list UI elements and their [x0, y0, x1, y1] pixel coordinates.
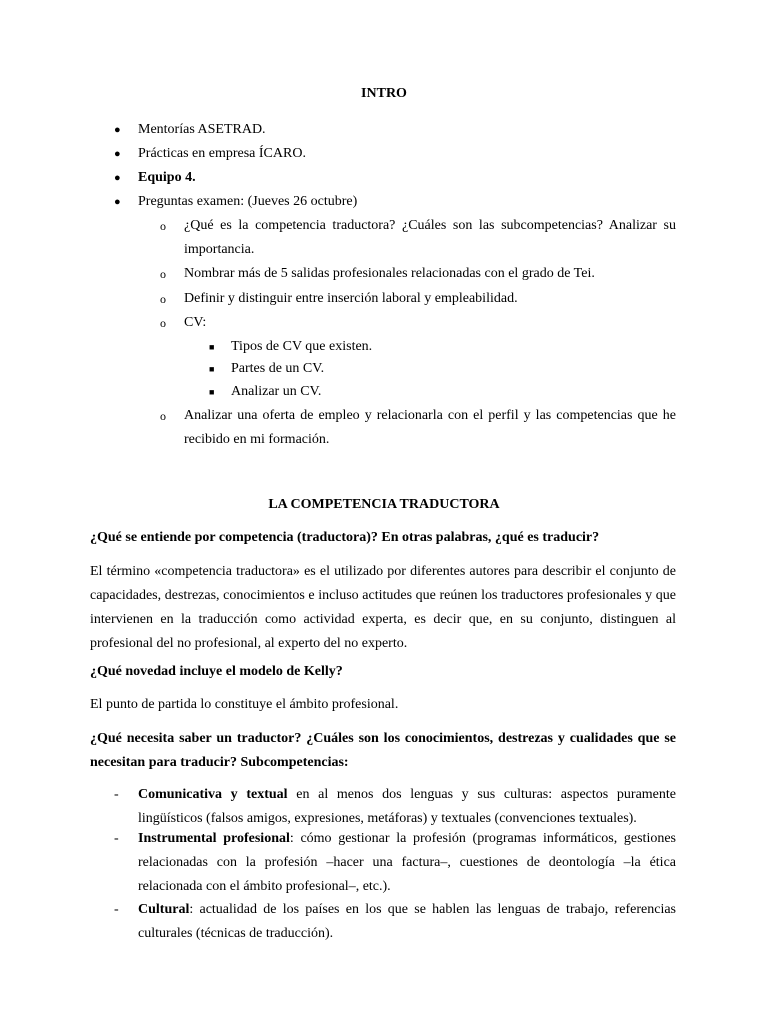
exam-question: o Analizar una oferta de empleo y relacionarla con el perfil y las competencias que he recibido en mi formación.: [184, 404, 676, 452]
circle-bullet-icon: o: [160, 409, 166, 423]
bullet-icon: ●: [114, 124, 121, 136]
exam-question: o CV:: [184, 311, 676, 335]
circle-bullet-icon: o: [160, 292, 166, 306]
circle-bullet-icon: o: [160, 219, 166, 233]
square-bullet-icon: ■: [209, 342, 215, 352]
dash-bullet-icon: -: [114, 831, 119, 846]
square-bullet-icon: ■: [209, 387, 215, 397]
question-heading: ¿Qué se entiende por competencia (traductora)? En otras palabras, ¿qué es traducir?: [90, 530, 600, 545]
section-title: LA COMPETENCIA TRADUCTORA: [268, 497, 500, 512]
list-item: ● Preguntas examen: (Jueves 26 octubre): [138, 190, 676, 214]
list-item: - Instrumental profesional: cómo gestionar la profesión (programas informáticos, gestiones relacionadas con la profesión –hacer una factura–, cuestiones de deontología –la ética relacionada con el ámbito profesional–, etc.).: [138, 827, 676, 899]
list-item: ● Equipo 4.: [138, 166, 676, 190]
answer-paragraph: El punto de partida lo constituye el ámbito profesional.: [90, 697, 399, 712]
circle-bullet-icon: o: [160, 267, 166, 281]
dash-bullet-icon: -: [114, 902, 119, 917]
list-item: ● Prácticas en empresa ÍCARO.: [138, 142, 676, 166]
exam-question: o Definir y distinguir entre inserción laboral y empleabilidad.: [184, 287, 676, 311]
intro-title: INTRO: [361, 86, 407, 101]
question-heading: ¿Qué novedad incluye el modelo de Kelly?: [90, 664, 343, 679]
circle-bullet-icon: o: [160, 316, 166, 330]
question-heading: ¿Qué necesita saber un traductor? ¿Cuáles son los conocimientos, destrezas y cualidades que se necesitan para traducir? Subcompetencias:: [90, 731, 676, 770]
cv-item: ■ Partes de un CV.: [231, 358, 676, 380]
list-item: - Comunicativa y textual en al menos dos lenguas y sus culturas: aspectos puramente lingüísticos (falsos amigos, expresiones, metáforas) y textuales (convenciones textuales).: [138, 783, 676, 831]
bullet-icon: ●: [114, 196, 121, 208]
exam-question: o Nombrar más de 5 salidas profesionales relacionadas con el grado de Tei.: [184, 262, 676, 286]
answer-paragraph: El término «competencia traductora» es el utilizado por diferentes autores para describir el conjunto de capacidades, destrezas, conocimientos e incluso actitudes que reúnen los traductores profesionales y que intervienen en la traducción como actividad experta, es decir que, en su conjunto, distinguen al profesional del no profesional, al experto del no experto.: [90, 564, 676, 651]
bullet-icon: ●: [114, 172, 121, 184]
list-item: ● Mentorías ASETRAD.: [138, 118, 676, 142]
cv-item: ■ Tipos de CV que existen.: [231, 336, 676, 358]
cv-item: ■ Analizar un CV.: [231, 381, 676, 403]
list-item: - Cultural: actualidad de los países en los que se hablen las lenguas de trabajo, referencias culturales (técnicas de traducción).: [138, 898, 676, 946]
exam-question: o ¿Qué es la competencia traductora? ¿Cuáles son las subcompetencias? Analizar su importancia.: [184, 214, 676, 262]
dash-bullet-icon: -: [114, 787, 119, 802]
square-bullet-icon: ■: [209, 364, 215, 374]
bullet-icon: ●: [114, 148, 121, 160]
